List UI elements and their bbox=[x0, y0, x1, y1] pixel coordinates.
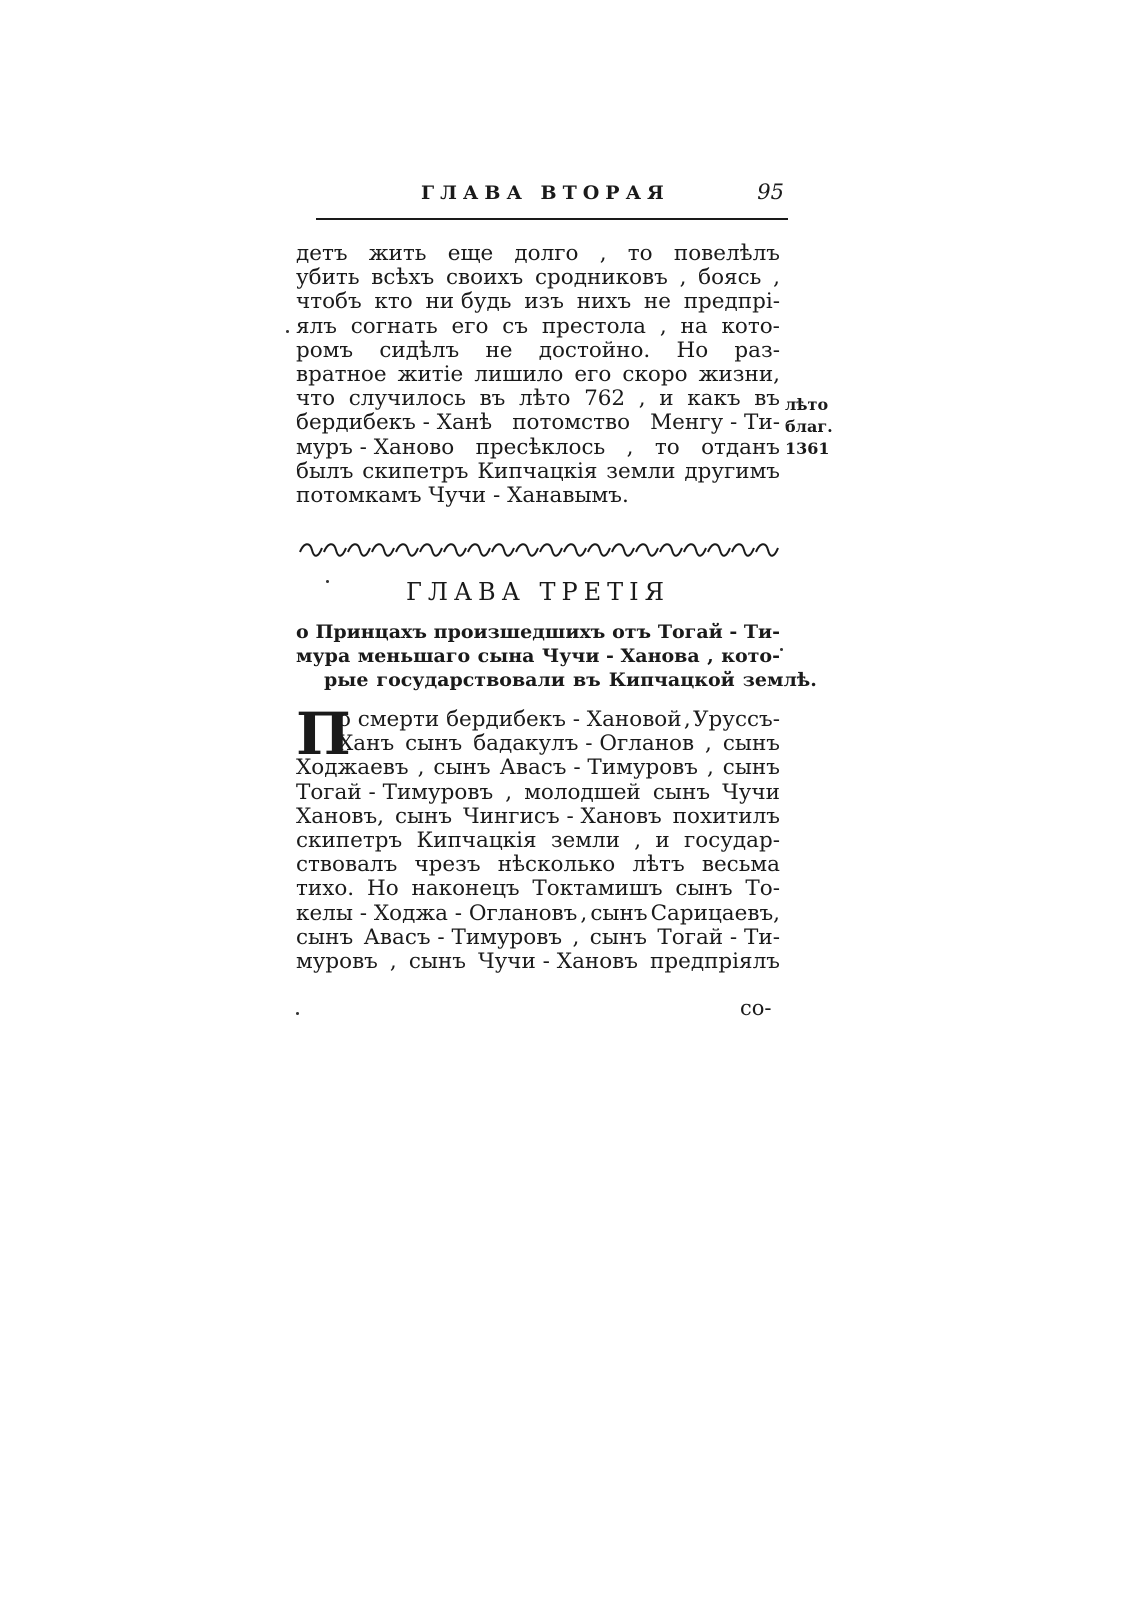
word: сынъ bbox=[675, 876, 733, 902]
word: сынъ bbox=[589, 924, 647, 950]
word: Авасъ - Тимуровъ bbox=[499, 755, 698, 781]
ornament-motif bbox=[612, 544, 634, 556]
word: Но bbox=[366, 876, 399, 902]
word: скоро bbox=[622, 362, 688, 388]
word: о смерти бердибекъ - Хановой bbox=[338, 707, 682, 732]
word: чрезъ bbox=[414, 852, 481, 878]
catchword: со- bbox=[740, 996, 772, 1020]
word: , bbox=[389, 949, 397, 975]
text-line bbox=[296, 829, 780, 853]
word: лѣтъ bbox=[632, 852, 685, 878]
word: ни будь bbox=[425, 289, 512, 315]
margin-note bbox=[785, 394, 833, 460]
word: что bbox=[296, 386, 336, 412]
word: Хановъ, bbox=[296, 803, 385, 829]
word: , bbox=[417, 755, 425, 781]
word: сынъ bbox=[433, 755, 491, 781]
ornament-motif bbox=[300, 544, 322, 556]
ornament-motif bbox=[564, 544, 586, 556]
word: сродниковъ bbox=[534, 265, 668, 291]
word: То- bbox=[745, 876, 780, 902]
text-line bbox=[296, 387, 780, 411]
word: нихъ bbox=[576, 289, 632, 315]
header-rule bbox=[316, 218, 788, 220]
word: келы - Ходжа - Оглановъ bbox=[296, 900, 578, 926]
text-line bbox=[296, 902, 780, 926]
text-line bbox=[296, 668, 817, 692]
word: сынъ bbox=[408, 949, 466, 975]
word: Менгу - Ти- bbox=[650, 410, 780, 436]
word: въ bbox=[479, 386, 506, 412]
word: боясь bbox=[698, 265, 762, 291]
word: предпріялъ bbox=[650, 949, 780, 975]
ornament-motif bbox=[708, 544, 730, 556]
text-line bbox=[296, 877, 780, 901]
margin-note-line: лѣто bbox=[785, 395, 829, 414]
text-line bbox=[296, 290, 780, 314]
chapter-summary bbox=[296, 620, 817, 692]
word: сынъ bbox=[652, 779, 711, 805]
text-line bbox=[296, 853, 780, 877]
word: Тогай - Ти- bbox=[657, 621, 780, 643]
word: согнать bbox=[350, 313, 438, 339]
word: случилось bbox=[348, 386, 466, 412]
ornament-motif bbox=[444, 544, 466, 556]
text-line bbox=[296, 315, 780, 339]
word: , bbox=[634, 828, 642, 854]
ornament-motif bbox=[372, 544, 394, 556]
word: муръ - Ханово bbox=[296, 434, 455, 460]
text-line bbox=[296, 436, 780, 460]
word: похитилъ bbox=[672, 803, 780, 829]
text-line bbox=[296, 620, 780, 644]
word: , bbox=[773, 265, 780, 291]
ornament-motif bbox=[420, 544, 442, 556]
word: своихъ bbox=[445, 265, 524, 291]
ink-speck bbox=[780, 648, 783, 651]
ornament-motif bbox=[732, 544, 754, 556]
text-line bbox=[296, 363, 780, 387]
word: государ- bbox=[684, 828, 780, 854]
ink-speck bbox=[296, 1012, 299, 1015]
word: Уруссъ- bbox=[693, 707, 780, 732]
word: о bbox=[296, 621, 309, 643]
ornament-motif bbox=[660, 544, 682, 556]
text-line bbox=[296, 708, 780, 732]
word: Но bbox=[676, 337, 709, 363]
word: еще bbox=[447, 241, 494, 266]
word: бердибекъ - Ханѣ bbox=[296, 410, 493, 436]
word: Кипчацкія bbox=[416, 828, 537, 854]
word: потомкамъ Чучи - Ханавымъ. bbox=[296, 483, 629, 509]
word: произшедшихъ bbox=[433, 621, 606, 643]
word: сына bbox=[477, 645, 535, 667]
word: сидѣлъ bbox=[379, 337, 460, 363]
word: , bbox=[599, 241, 607, 266]
word: , bbox=[580, 900, 588, 926]
word: отданъ bbox=[701, 434, 780, 460]
word: какъ bbox=[687, 386, 741, 412]
word: наконецъ bbox=[411, 876, 520, 902]
word: и bbox=[659, 386, 674, 412]
word: Сарицаевъ, bbox=[650, 900, 780, 926]
word: меньшаго bbox=[357, 645, 471, 667]
word: Тогай - Тимуровъ bbox=[296, 779, 494, 805]
ornament-motif bbox=[348, 544, 370, 556]
word: достойно. bbox=[538, 337, 651, 363]
word: нѣсколько bbox=[497, 852, 616, 878]
word: на bbox=[680, 313, 708, 339]
word: сынъ bbox=[590, 900, 648, 926]
word: мура bbox=[296, 645, 351, 667]
word: то bbox=[654, 434, 680, 460]
word: жить bbox=[368, 241, 427, 266]
text-line bbox=[296, 484, 780, 508]
ornament-motif bbox=[396, 544, 418, 556]
running-title: ГЛАВА ВТОРАЯ bbox=[421, 182, 670, 204]
word: кото- bbox=[721, 645, 780, 667]
text-line bbox=[296, 242, 780, 266]
word: престола bbox=[541, 313, 647, 339]
word: , bbox=[659, 313, 667, 339]
word: молодшей bbox=[524, 779, 641, 805]
word: ствовалъ bbox=[296, 852, 398, 878]
word: не bbox=[485, 337, 513, 363]
word: , bbox=[705, 731, 712, 757]
word: повелѣлъ bbox=[673, 241, 780, 266]
word: Ханъ bbox=[338, 731, 395, 757]
word: долго bbox=[514, 241, 579, 266]
text-line bbox=[296, 926, 780, 950]
word: всѣхъ bbox=[371, 265, 435, 291]
word: Токтамишъ bbox=[532, 876, 663, 902]
word: сынъ bbox=[722, 731, 780, 757]
word: Чучи bbox=[722, 779, 780, 805]
word: раз- bbox=[734, 337, 780, 363]
drop-cap: П bbox=[296, 700, 351, 768]
text-line bbox=[296, 411, 780, 435]
text-line bbox=[296, 756, 780, 780]
word: , bbox=[707, 645, 714, 667]
word: чтобъ bbox=[296, 289, 362, 315]
word: въ bbox=[754, 386, 780, 412]
word: его bbox=[451, 313, 489, 339]
word: , bbox=[572, 924, 580, 950]
word: его bbox=[574, 362, 612, 388]
word: Ходжаевъ bbox=[296, 755, 409, 781]
chapter-body bbox=[296, 700, 780, 975]
word: и bbox=[655, 828, 670, 854]
word: съ bbox=[502, 313, 529, 339]
word: Чучи - Хановъ bbox=[478, 949, 638, 975]
ornament-motif bbox=[756, 544, 778, 556]
ornament-motif bbox=[684, 544, 706, 556]
word: убить bbox=[296, 265, 360, 291]
ink-speck bbox=[326, 580, 329, 583]
word: , bbox=[683, 707, 691, 732]
text-line bbox=[296, 460, 780, 484]
word: скипетръ bbox=[296, 828, 403, 854]
word: жизни, bbox=[698, 362, 780, 388]
margin-note-line: 1361 bbox=[785, 439, 830, 458]
word: , bbox=[638, 386, 646, 412]
ornament-motif bbox=[588, 544, 610, 556]
word: то bbox=[627, 241, 653, 266]
word: бадакулъ - Огланов bbox=[473, 731, 695, 757]
ornament-motif bbox=[540, 544, 562, 556]
word: ромъ bbox=[296, 337, 354, 363]
word: предпрі- bbox=[683, 289, 780, 315]
word: сынъ bbox=[722, 755, 780, 781]
word: Принцахъ bbox=[315, 621, 427, 643]
word: лишило bbox=[474, 362, 564, 388]
word: Кипчацкой bbox=[608, 669, 735, 691]
word: , bbox=[626, 434, 634, 460]
word: , bbox=[505, 779, 513, 805]
word: въ bbox=[572, 669, 601, 691]
ornament-motif bbox=[492, 544, 514, 556]
word: земли bbox=[550, 828, 620, 854]
word: ялъ bbox=[296, 313, 337, 339]
word: муровъ bbox=[296, 949, 378, 975]
word: Авасъ - Тимуровъ bbox=[363, 924, 563, 950]
running-head bbox=[316, 180, 788, 220]
text-line bbox=[296, 339, 780, 363]
word: , bbox=[706, 755, 714, 781]
word: скипетръ bbox=[362, 458, 469, 484]
word: сынъ bbox=[296, 924, 354, 950]
word: 762 bbox=[584, 386, 626, 412]
word: вратное bbox=[296, 362, 387, 388]
margin-note-line: благ. bbox=[785, 417, 833, 436]
word: житіе bbox=[397, 362, 464, 388]
word: не bbox=[643, 289, 671, 315]
text-line bbox=[296, 732, 780, 756]
text-line bbox=[296, 781, 780, 805]
word: государствовали bbox=[376, 669, 565, 691]
word: былъ bbox=[296, 458, 354, 484]
ink-speck bbox=[286, 330, 289, 333]
word: лѣто bbox=[518, 386, 571, 412]
word: сынъ bbox=[405, 731, 463, 757]
ornament-motif bbox=[324, 544, 346, 556]
ornament-divider bbox=[296, 540, 780, 560]
text-line bbox=[296, 950, 780, 974]
word: Тогай - Ти- bbox=[657, 924, 780, 950]
text-line bbox=[296, 805, 780, 829]
word: Чучи - Ханова bbox=[541, 645, 700, 667]
word: тихо. bbox=[296, 876, 355, 902]
word: , bbox=[679, 265, 687, 291]
ornament-motif bbox=[468, 544, 490, 556]
word: весьма bbox=[701, 852, 780, 878]
page-number: 95 bbox=[757, 180, 784, 204]
word: рые bbox=[324, 669, 369, 691]
word: кто bbox=[374, 289, 413, 315]
chapter-title: ГЛАВА ТРЕТІЯ bbox=[405, 578, 671, 606]
word: детъ bbox=[296, 241, 348, 266]
word: Кипчацкія bbox=[477, 458, 598, 484]
word: изъ bbox=[524, 289, 564, 315]
ornament-motif bbox=[636, 544, 658, 556]
text-line bbox=[296, 644, 780, 668]
word: другимъ bbox=[684, 458, 780, 484]
continued-paragraph bbox=[296, 242, 780, 508]
word: потомство bbox=[512, 410, 631, 436]
word: пресѣклось bbox=[475, 434, 606, 460]
word: отъ bbox=[612, 621, 652, 643]
ornament-motif bbox=[516, 544, 538, 556]
word: землѣ. bbox=[742, 669, 817, 691]
word: земли bbox=[606, 458, 676, 484]
text-line bbox=[296, 266, 780, 290]
word: сынъ bbox=[394, 803, 453, 829]
word: Чингисъ - Хановъ bbox=[463, 803, 662, 829]
word: кото- bbox=[721, 313, 780, 339]
